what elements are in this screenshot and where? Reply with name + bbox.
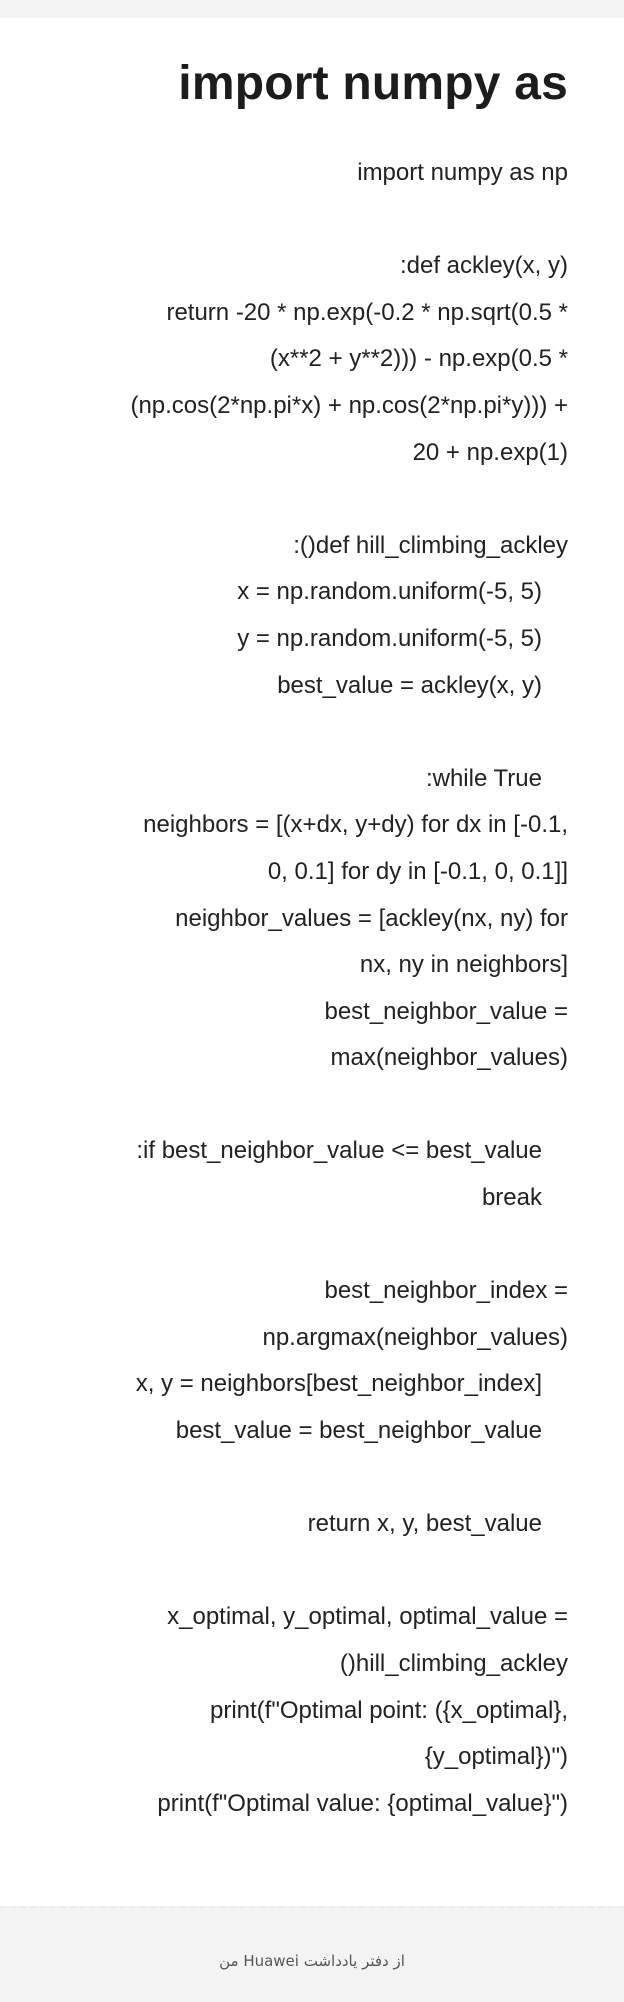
blank-line xyxy=(48,1455,568,1502)
code-line: print(f"Optimal value: {optimal_value}") xyxy=(157,1789,568,1817)
code-line: break xyxy=(481,1184,542,1212)
code-line: 0, 0.1] for dy in [-0.1, 0, 0.1]] xyxy=(267,857,568,885)
code-line: np.argmax(neighbor_values) xyxy=(262,1323,568,1351)
footer-source-label: از دفتر یادداشت Huawei من xyxy=(219,1952,405,1970)
code-line: x_optimal, y_optimal, optimal_value = xyxy=(167,1603,568,1631)
blank-line xyxy=(48,1548,568,1595)
code-line: best_neighbor_value = xyxy=(324,997,568,1025)
code-line: :while True xyxy=(425,764,542,792)
code-line: :if best_neighbor_value <= best_value xyxy=(136,1137,542,1165)
blank-line xyxy=(48,709,568,756)
code-line: 20 + np.exp(1) xyxy=(412,438,568,466)
code-line: return x, y, best_value xyxy=(307,1510,542,1538)
code-line: x = np.random.uniform(-5, 5) xyxy=(237,578,542,606)
code-line: :def ackley(x, y) xyxy=(399,252,568,280)
note-title: import numpy as xyxy=(178,57,568,110)
code-line: neighbors = [(x+dx, y+dy) for dx in [-0.1, xyxy=(143,811,568,839)
blank-line xyxy=(48,1082,568,1129)
blank-line xyxy=(48,476,568,523)
code-line: y = np.random.uniform(-5, 5) xyxy=(237,624,542,652)
code-line: (np.cos(2*np.pi*x) + np.cos(2*np.pi*y))) + xyxy=(130,391,568,419)
code-line: max(neighbor_values) xyxy=(330,1044,568,1072)
code-line: ()hill_climbing_ackley xyxy=(339,1650,568,1677)
note-body[interactable] xyxy=(48,150,568,1827)
blank-line xyxy=(48,197,568,244)
code-line: best_neighbor_index = xyxy=(324,1277,568,1305)
code-line: {y_optimal})") xyxy=(424,1743,568,1771)
code-line: return -20 * np.exp(-0.2 * np.sqrt(0.5 * xyxy=(166,298,568,326)
blank-line xyxy=(48,1222,568,1269)
top-edge xyxy=(0,0,624,20)
code-line: nx, ny in neighbors] xyxy=(359,951,568,979)
code-line: print(f"Optimal point: ({x_optimal}, xyxy=(209,1696,568,1724)
code-line: x, y = neighbors[best_neighbor_index] xyxy=(135,1370,542,1398)
code-line: import numpy as np xyxy=(357,159,568,186)
code-line: (x**2 + y**2))) - np.exp(0.5 * xyxy=(269,345,568,373)
code-line: :()def hill_climbing_ackley xyxy=(293,531,568,559)
note-page[interactable] xyxy=(0,18,624,1906)
footer xyxy=(0,1906,624,2002)
code-line: best_value = ackley(x, y) xyxy=(277,671,542,699)
code-line: neighbor_values = [ackley(nx, ny) for xyxy=(175,904,568,932)
code-line: best_value = best_neighbor_value xyxy=(175,1417,542,1445)
